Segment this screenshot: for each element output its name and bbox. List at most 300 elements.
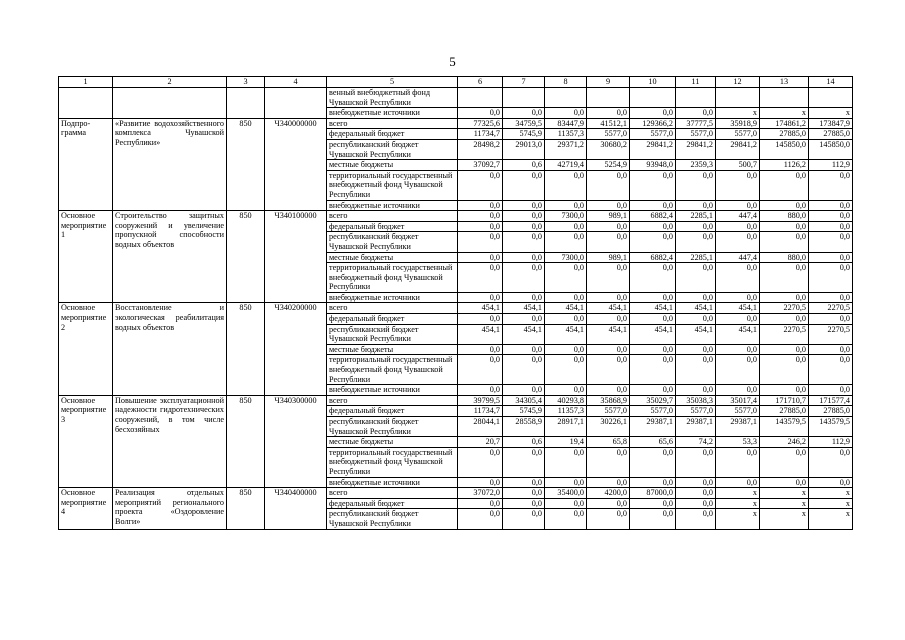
value-cell: 0,0: [458, 314, 503, 325]
value-cell: 0,0: [809, 211, 853, 222]
value-cell: 2285,1: [676, 252, 716, 263]
value-cell: 143579,5: [760, 417, 809, 437]
budget-code: Ч340300000: [265, 395, 327, 487]
funding-source: внебюджетные источники: [327, 477, 458, 488]
value-cell: 0,0: [587, 344, 630, 355]
value-cell: 0,0: [587, 477, 630, 488]
value-cell: 0,0: [760, 292, 809, 303]
value-cell: 0,0: [458, 252, 503, 263]
header-row: [59, 77, 853, 88]
value-cell: 7300,0: [545, 211, 587, 222]
value-cell: 35868,9: [587, 395, 630, 406]
value-cell: 29841,2: [716, 139, 760, 159]
program-name: Восстановление и экологическая реабилитация водных объектов: [113, 303, 227, 395]
value-cell: x: [809, 108, 853, 119]
value-cell: 0,0: [545, 200, 587, 211]
value-cell: 0,0: [503, 200, 545, 211]
value-cell: 0,0: [630, 263, 676, 293]
value-cell: 454,1: [458, 324, 503, 344]
value-cell: 0,0: [676, 488, 716, 499]
funding-source: территориальный государственный внебюджетный фонд Чувашской Республики: [327, 355, 458, 385]
value-cell: 0,0: [676, 498, 716, 509]
value-cell: 454,1: [630, 303, 676, 314]
value-cell: 6882,4: [630, 211, 676, 222]
value-cell: 0,0: [630, 344, 676, 355]
value-cell: 0,0: [458, 477, 503, 488]
program-name: «Развитие водохозяйственного комплекса Чувашской Республики»: [113, 118, 227, 210]
column-header: 3: [227, 77, 265, 88]
value-cell: 29371,2: [545, 139, 587, 159]
value-cell: 0,0: [458, 211, 503, 222]
value-cell: 173847,9: [809, 118, 853, 129]
value-cell: 0,0: [630, 355, 676, 385]
value-cell: 0,0: [458, 221, 503, 232]
program-name: Повышение эксплуатационной надежности гидротехнических сооружений, в том числе бесхозяйных: [113, 395, 227, 487]
value-cell: 454,1: [503, 303, 545, 314]
value-cell: 0,0: [503, 509, 545, 529]
funding-source: внебюджетные источники: [327, 200, 458, 211]
value-cell: 0,0: [716, 232, 760, 252]
column-header: 7: [503, 77, 545, 88]
value-cell: 0,0: [676, 355, 716, 385]
value-cell: 0,0: [630, 498, 676, 509]
value-cell: 5577,0: [630, 406, 676, 417]
funding-source: местные бюджеты: [327, 252, 458, 263]
funding-source: местные бюджеты: [327, 437, 458, 448]
value-cell: 0,0: [760, 170, 809, 200]
value-cell: 246,2: [760, 437, 809, 448]
value-cell: 30680,2: [587, 139, 630, 159]
value-cell: 6882,4: [630, 252, 676, 263]
value-cell: 37777,5: [676, 118, 716, 129]
value-cell: 880,0: [760, 252, 809, 263]
value-cell: 0,0: [587, 498, 630, 509]
value-cell: 0,0: [458, 447, 503, 477]
value-cell: 0,0: [545, 344, 587, 355]
program-name: Реализация отдельных мероприятий регионального проекта «Оздоровление Волги»: [113, 488, 227, 529]
value-cell: 53,3: [716, 437, 760, 448]
value-cell: 0,0: [809, 355, 853, 385]
value-cell: 27885,0: [760, 129, 809, 140]
value-cell: 35918,9: [716, 118, 760, 129]
budget-code: Ч340100000: [265, 211, 327, 303]
value-cell: 0,0: [503, 263, 545, 293]
value-cell: 5577,0: [676, 129, 716, 140]
value-cell: 34305,4: [503, 395, 545, 406]
value-cell: 0,0: [503, 385, 545, 396]
value-cell: 454,1: [545, 303, 587, 314]
value-cell: 2270,5: [760, 324, 809, 344]
value-cell: 0,0: [458, 170, 503, 200]
value-cell: 0,0: [503, 292, 545, 303]
value-cell: 0,0: [545, 232, 587, 252]
value-cell: 0,0: [503, 170, 545, 200]
value-cell: 0,0: [503, 108, 545, 119]
page-number: 5: [449, 54, 456, 69]
value-cell: 77325,6: [458, 118, 503, 129]
value-cell: 0,0: [545, 170, 587, 200]
funding-source: федеральный бюджет: [327, 129, 458, 140]
value-cell: 0,0: [587, 292, 630, 303]
value-cell: 500,7: [716, 160, 760, 171]
value-cell: x: [760, 498, 809, 509]
value-cell: 0,0: [587, 232, 630, 252]
value-cell: 0,0: [630, 108, 676, 119]
value-cell: 112,9: [809, 437, 853, 448]
column-header: 5: [327, 77, 458, 88]
value-cell: x: [809, 509, 853, 529]
funding-source: республиканский бюджет Чувашской Республики: [327, 417, 458, 437]
value-cell: 0,0: [760, 385, 809, 396]
value-cell: 0,0: [716, 477, 760, 488]
value-cell: 0,0: [587, 170, 630, 200]
value-cell: 0,0: [503, 488, 545, 499]
funding-source: республиканский бюджет Чувашской Республики: [327, 139, 458, 159]
value-cell: 40293,8: [545, 395, 587, 406]
value-cell: 129366,2: [630, 118, 676, 129]
value-cell: 0,0: [630, 314, 676, 325]
value-cell: x: [809, 498, 853, 509]
value-cell: 0,0: [676, 221, 716, 232]
column-header: 14: [809, 77, 853, 88]
value-cell: 0,0: [676, 263, 716, 293]
program-name: Строительство защитных сооружений и увеличение пропускной способности водных объектов: [113, 211, 227, 303]
funding-source: местные бюджеты: [327, 344, 458, 355]
funding-source: венный внебюджетный фонд Чувашской Республики: [327, 88, 458, 108]
value-cell: 5745,9: [503, 406, 545, 417]
column-header: 12: [716, 77, 760, 88]
program-type: Основное мероприятие 1: [59, 211, 113, 303]
value-cell: 0,0: [760, 477, 809, 488]
value-cell: 0,0: [630, 477, 676, 488]
value-cell: 0,0: [676, 232, 716, 252]
column-header: 2: [113, 77, 227, 88]
value-cell: 0,0: [630, 447, 676, 477]
value-cell: 0,0: [676, 385, 716, 396]
funding-source: федеральный бюджет: [327, 314, 458, 325]
value-cell: 2270,5: [809, 324, 853, 344]
value-cell: 0,0: [676, 447, 716, 477]
value-cell: 0,0: [587, 263, 630, 293]
value-cell: 0,0: [809, 292, 853, 303]
value-cell: 0,0: [503, 447, 545, 477]
value-cell: 0,0: [676, 108, 716, 119]
value-cell: 28558,9: [503, 417, 545, 437]
value-cell: 29387,1: [716, 417, 760, 437]
funding-source: внебюджетные источники: [327, 108, 458, 119]
column-header: 13: [760, 77, 809, 88]
value-cell: 2285,1: [676, 211, 716, 222]
value-cell: 0,0: [809, 447, 853, 477]
empty-cell: [265, 88, 327, 119]
value-cell: 35029,7: [630, 395, 676, 406]
value-cell: 989,1: [587, 211, 630, 222]
value-cell: 37092,7: [458, 160, 503, 171]
value-cell: 0,0: [716, 314, 760, 325]
value-cell: 0,0: [458, 263, 503, 293]
value-cell: x: [809, 488, 853, 499]
value-cell: 0,0: [716, 292, 760, 303]
value-cell: 0,0: [809, 200, 853, 211]
value-cell: 0,0: [545, 477, 587, 488]
value-cell: 447,4: [716, 211, 760, 222]
program-type: Подпро-грамма: [59, 118, 113, 210]
value-cell: 28917,1: [545, 417, 587, 437]
value-cell: 0,0: [760, 355, 809, 385]
value-cell: 5254,9: [587, 160, 630, 171]
value-cell: 2359,3: [676, 160, 716, 171]
value-cell: 5577,0: [587, 406, 630, 417]
column-header: 9: [587, 77, 630, 88]
value-cell: 0,0: [458, 355, 503, 385]
column-header: 10: [630, 77, 676, 88]
funding-source: территориальный государственный внебюджетный фонд Чувашской Республики: [327, 263, 458, 293]
value-cell: 0,0: [545, 221, 587, 232]
value-cell: 0,0: [760, 221, 809, 232]
table-row: [59, 88, 853, 108]
funding-source: территориальный государственный внебюджетный фонд Чувашской Республики: [327, 170, 458, 200]
value-cell: 0,0: [676, 509, 716, 529]
value-cell: 39799,5: [458, 395, 503, 406]
funding-source: территориальный государственный внебюджетный фонд Чувашской Республики: [327, 447, 458, 477]
table-row: [59, 395, 853, 406]
grbs-code: 850: [227, 118, 265, 210]
value-cell: [587, 88, 630, 108]
value-cell: 447,4: [716, 252, 760, 263]
table-body: [59, 88, 853, 530]
funding-source: республиканский бюджет Чувашской Республики: [327, 324, 458, 344]
value-cell: 27885,0: [809, 129, 853, 140]
grbs-code: 850: [227, 303, 265, 395]
value-cell: 0,0: [809, 232, 853, 252]
value-cell: 0,0: [676, 200, 716, 211]
value-cell: 145850,0: [809, 139, 853, 159]
value-cell: 0,0: [458, 498, 503, 509]
value-cell: 0,0: [503, 221, 545, 232]
value-cell: 0,0: [760, 232, 809, 252]
value-cell: 83447,9: [545, 118, 587, 129]
table-row: [59, 211, 853, 222]
program-type: Основное мероприятие 2: [59, 303, 113, 395]
value-cell: 0,0: [716, 263, 760, 293]
empty-cell: [59, 88, 113, 119]
value-cell: 27885,0: [760, 406, 809, 417]
value-cell: x: [760, 509, 809, 529]
value-cell: 0,0: [503, 498, 545, 509]
value-cell: 0,0: [545, 498, 587, 509]
value-cell: 19,4: [545, 437, 587, 448]
grbs-code: 850: [227, 211, 265, 303]
value-cell: [716, 88, 760, 108]
value-cell: 35017,4: [716, 395, 760, 406]
value-cell: 93948,0: [630, 160, 676, 171]
budget-code: Ч340400000: [265, 488, 327, 529]
value-cell: 454,1: [587, 303, 630, 314]
value-cell: 0,0: [760, 447, 809, 477]
value-cell: 0,0: [545, 263, 587, 293]
value-cell: 5577,0: [676, 406, 716, 417]
value-cell: [760, 88, 809, 108]
value-cell: 65,6: [630, 437, 676, 448]
value-cell: 37072,0: [458, 488, 503, 499]
value-cell: 0,0: [630, 170, 676, 200]
program-type: Основное мероприятие 3: [59, 395, 113, 487]
value-cell: 4200,0: [587, 488, 630, 499]
value-cell: 880,0: [760, 211, 809, 222]
value-cell: 0,0: [458, 385, 503, 396]
value-cell: [545, 88, 587, 108]
value-cell: 29387,1: [676, 417, 716, 437]
value-cell: 0,0: [545, 314, 587, 325]
value-cell: 34759,5: [503, 118, 545, 129]
value-cell: 0,0: [760, 314, 809, 325]
value-cell: 0,0: [545, 355, 587, 385]
table-row: [59, 118, 853, 129]
value-cell: 0,0: [809, 252, 853, 263]
value-cell: 0,0: [545, 292, 587, 303]
value-cell: [630, 88, 676, 108]
value-cell: 0,0: [676, 314, 716, 325]
column-header: 1: [59, 77, 113, 88]
value-cell: 0,0: [809, 477, 853, 488]
value-cell: 11734,7: [458, 129, 503, 140]
value-cell: 2270,5: [809, 303, 853, 314]
budget-code: Ч340200000: [265, 303, 327, 395]
program-type: Основное мероприятие 4: [59, 488, 113, 529]
value-cell: 87000,0: [630, 488, 676, 499]
value-cell: 0,0: [587, 108, 630, 119]
value-cell: 454,1: [587, 324, 630, 344]
value-cell: 0,0: [809, 170, 853, 200]
value-cell: 0,0: [716, 447, 760, 477]
value-cell: 171710,7: [760, 395, 809, 406]
grbs-code: 850: [227, 395, 265, 487]
value-cell: 30226,1: [587, 417, 630, 437]
value-cell: 5745,9: [503, 129, 545, 140]
value-cell: 0,0: [587, 385, 630, 396]
table-row: [59, 488, 853, 499]
value-cell: 454,1: [458, 303, 503, 314]
value-cell: 454,1: [630, 324, 676, 344]
value-cell: 5577,0: [716, 129, 760, 140]
value-cell: 0,0: [587, 200, 630, 211]
value-cell: 29841,2: [676, 139, 716, 159]
column-header: 6: [458, 77, 503, 88]
value-cell: x: [716, 509, 760, 529]
value-cell: 0,0: [503, 211, 545, 222]
value-cell: 0,0: [809, 221, 853, 232]
value-cell: 5577,0: [716, 406, 760, 417]
value-cell: 0,0: [630, 200, 676, 211]
value-cell: 20,7: [458, 437, 503, 448]
value-cell: 0,0: [458, 344, 503, 355]
budget-table: [58, 76, 853, 530]
table-row: [59, 303, 853, 314]
value-cell: 7300,0: [545, 252, 587, 263]
value-cell: 0,0: [716, 385, 760, 396]
value-cell: 0,0: [630, 221, 676, 232]
value-cell: x: [716, 108, 760, 119]
funding-source: местные бюджеты: [327, 160, 458, 171]
value-cell: 0,0: [545, 509, 587, 529]
value-cell: 0,0: [587, 447, 630, 477]
value-cell: 0,0: [630, 385, 676, 396]
value-cell: 0,0: [676, 477, 716, 488]
value-cell: 2270,5: [760, 303, 809, 314]
funding-source: всего: [327, 211, 458, 222]
value-cell: 28044,1: [458, 417, 503, 437]
grbs-code: 850: [227, 488, 265, 529]
funding-source: внебюджетные источники: [327, 385, 458, 396]
value-cell: 28498,2: [458, 139, 503, 159]
funding-source: федеральный бюджет: [327, 221, 458, 232]
value-cell: 11357,3: [545, 406, 587, 417]
funding-source: всего: [327, 488, 458, 499]
value-cell: 41512,1: [587, 118, 630, 129]
value-cell: 0,0: [676, 292, 716, 303]
funding-source: всего: [327, 395, 458, 406]
value-cell: 171577,4: [809, 395, 853, 406]
value-cell: 0,0: [809, 263, 853, 293]
value-cell: 0,0: [503, 314, 545, 325]
funding-source: республиканский бюджет Чувашской Республики: [327, 232, 458, 252]
column-header: 11: [676, 77, 716, 88]
value-cell: 29387,1: [630, 417, 676, 437]
value-cell: 0,0: [545, 385, 587, 396]
value-cell: 0,0: [716, 221, 760, 232]
value-cell: 454,1: [716, 303, 760, 314]
value-cell: 0,0: [458, 292, 503, 303]
value-cell: 0,0: [630, 292, 676, 303]
value-cell: 0,0: [809, 314, 853, 325]
value-cell: 454,1: [676, 324, 716, 344]
value-cell: [809, 88, 853, 108]
value-cell: 0,0: [676, 170, 716, 200]
value-cell: 35038,3: [676, 395, 716, 406]
value-cell: 989,1: [587, 252, 630, 263]
value-cell: 29013,0: [503, 139, 545, 159]
value-cell: 0,0: [503, 477, 545, 488]
value-cell: 454,1: [503, 324, 545, 344]
value-cell: x: [760, 108, 809, 119]
value-cell: 65,8: [587, 437, 630, 448]
empty-cell: [227, 88, 265, 119]
value-cell: 0,6: [503, 437, 545, 448]
value-cell: 0,0: [716, 170, 760, 200]
funding-source: федеральный бюджет: [327, 406, 458, 417]
value-cell: 0,0: [716, 344, 760, 355]
value-cell: 143579,5: [809, 417, 853, 437]
value-cell: 11357,3: [545, 129, 587, 140]
value-cell: [676, 88, 716, 108]
value-cell: 0,0: [587, 509, 630, 529]
value-cell: 0,0: [587, 221, 630, 232]
funding-source: всего: [327, 118, 458, 129]
value-cell: 5577,0: [587, 129, 630, 140]
value-cell: x: [760, 488, 809, 499]
value-cell: 11734,7: [458, 406, 503, 417]
value-cell: 0,0: [630, 232, 676, 252]
funding-source: федеральный бюджет: [327, 498, 458, 509]
value-cell: 0,0: [458, 509, 503, 529]
value-cell: 0,0: [503, 344, 545, 355]
value-cell: 0,0: [760, 200, 809, 211]
value-cell: 0,0: [458, 108, 503, 119]
value-cell: [503, 88, 545, 108]
value-cell: 5577,0: [630, 129, 676, 140]
value-cell: 0,0: [545, 108, 587, 119]
value-cell: 0,0: [458, 200, 503, 211]
